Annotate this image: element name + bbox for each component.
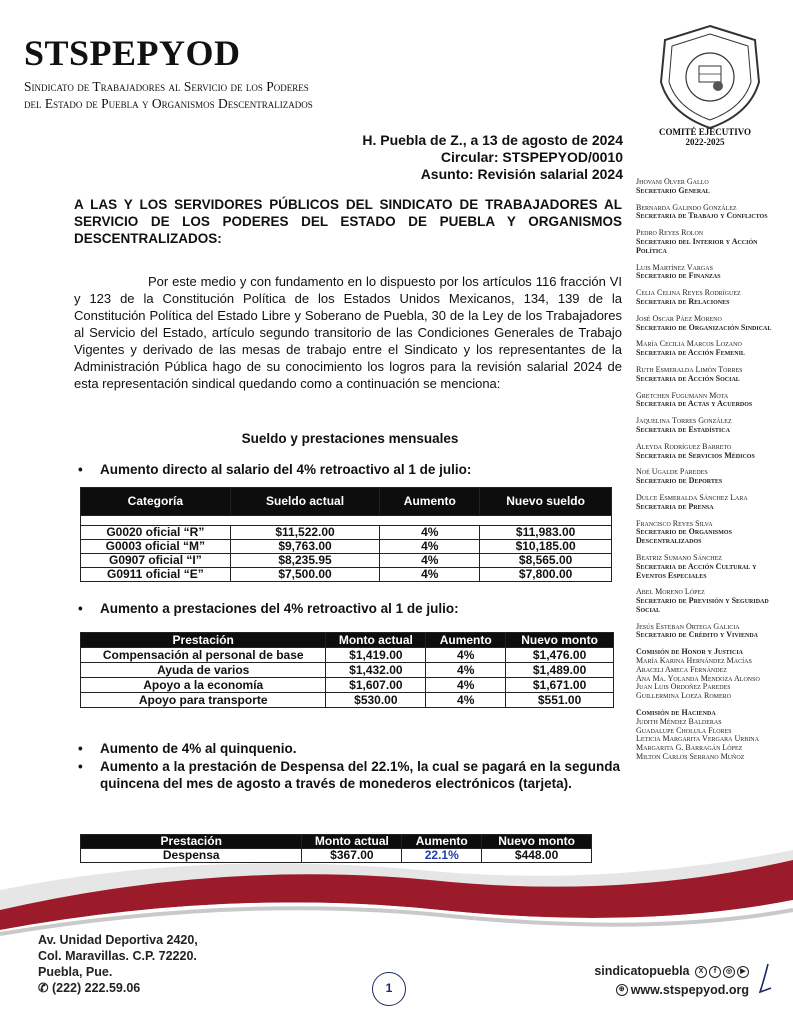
member-role: Secretaria de Acción Femenil	[636, 348, 745, 358]
col-header: Aumento	[426, 633, 506, 648]
committee-member	[636, 623, 786, 641]
table-cell: $10,185.00	[480, 540, 612, 554]
seal-label: COMITÉ EJECUTIVO	[658, 127, 752, 137]
hacienda-commission	[636, 709, 786, 762]
member-role: Secretario de Previsión y Seguridad Social	[636, 596, 769, 614]
col-header: Nuevo sueldo	[480, 488, 612, 516]
table-row	[81, 568, 612, 582]
table-cell: $8,235.95	[230, 554, 380, 568]
member-role: Secretario de Deportes	[636, 476, 723, 486]
table-cell: 4%	[380, 526, 480, 540]
member-role: Secretaria de Acción Social	[636, 373, 740, 383]
committee-sidebar	[636, 178, 786, 770]
table-cell: 4%	[426, 663, 506, 678]
col-header: Aumento	[380, 488, 480, 516]
committee-member	[636, 494, 786, 512]
bullet-salary	[78, 461, 472, 478]
phone-line	[38, 980, 198, 996]
member-name: Jaquelina Torres González	[636, 416, 732, 426]
col-header: Categoría	[81, 488, 231, 516]
member-role: Secretario de Organización Sindical	[636, 322, 772, 332]
col-header: Prestación	[81, 633, 326, 648]
table-cell: Ayuda de varios	[81, 663, 326, 678]
table-cell: $1,419.00	[326, 648, 426, 663]
circular-line: Circular: STSPEPYOD/0010	[440, 149, 623, 165]
org-full-name-line1: Sindicato de Trabajadores al Servicio de los Poderes	[24, 79, 309, 94]
committee-member	[636, 264, 786, 282]
signature-mark	[754, 962, 774, 996]
bullet-despensa	[78, 758, 620, 792]
col-header: Nuevo monto	[506, 633, 614, 648]
col-header: Sueldo actual	[230, 488, 380, 516]
committee-member	[636, 366, 786, 384]
table-cell: $1,489.00	[506, 663, 614, 678]
commission-member: Guadalupe Cholula Flores	[636, 725, 732, 735]
table-row	[81, 648, 614, 663]
member-name: Jhovani Olver Gallo	[636, 177, 709, 186]
salary-table-header	[81, 488, 612, 516]
table-row	[81, 526, 612, 540]
subject-line: Asunto: Revisión salarial 2024	[420, 166, 623, 182]
table-cell: G0911 oficial “E”	[81, 568, 231, 582]
commission-member: Ana Ma. Yolanda Mendoza Alonso	[636, 673, 760, 683]
table-cell: $1,671.00	[506, 678, 614, 693]
table-cell: $8,565.00	[480, 554, 612, 568]
instagram-icon[interactable]: ◎	[723, 966, 735, 978]
table-cell: Apoyo a la economía	[81, 678, 326, 693]
footer-contact	[594, 962, 749, 999]
commission-member: Guillermina Loeza Romero	[636, 691, 731, 701]
letter-header	[362, 132, 623, 183]
table-cell: Apoyo para transporte	[81, 693, 326, 708]
bullet-dot-icon: •	[78, 462, 83, 477]
seal-caption	[640, 127, 770, 147]
member-name: Aleyda Rodríguez Barreto	[636, 441, 732, 451]
globe-icon: ⊕	[616, 984, 628, 996]
table-cell: $448.00	[482, 849, 592, 863]
committee-member	[636, 178, 786, 196]
org-full-name-line2: del Estado de Puebla y Organismos Descentralizados	[24, 96, 313, 111]
committee-member	[636, 229, 786, 255]
col-header: Nuevo monto	[482, 835, 592, 849]
footer-address	[38, 932, 198, 996]
table-cell: G0003 oficial “M”	[81, 540, 231, 554]
member-name: Gretchen Fugumann Mota	[636, 390, 729, 400]
facebook-icon[interactable]: f	[709, 966, 721, 978]
bullet-dot-icon: •	[78, 759, 83, 774]
table-cell: 4%	[426, 678, 506, 693]
table-cell: 4%	[380, 554, 480, 568]
bullet-dot-icon: •	[78, 601, 83, 616]
bullet-dot-icon: •	[78, 741, 83, 756]
bullet-quinquenio	[78, 740, 297, 757]
section-title: Sueldo y prestaciones mensuales	[241, 431, 459, 446]
member-name: Celia Celina Reyes Rodríguez	[636, 288, 741, 298]
commission-member: Milton Carlos Serrano Muñoz	[636, 752, 745, 762]
member-role: Secretaria de Acción Cultural y Eventos Especiales	[636, 561, 757, 580]
address-line: Col. Maravillas. C.P. 72220.	[38, 949, 197, 963]
member-name: Abel Moreno López	[636, 587, 705, 597]
website-line	[594, 981, 749, 999]
table-cell: Despensa	[81, 849, 302, 863]
table-row	[81, 693, 614, 708]
table-cell: G0020 oficial “R”	[81, 526, 231, 540]
honor-commission	[636, 648, 786, 701]
committee-member	[636, 554, 786, 580]
social-line	[594, 962, 749, 981]
spacer-row	[81, 516, 612, 526]
x-icon[interactable]: X	[695, 966, 707, 978]
col-header: Aumento	[402, 835, 482, 849]
page-number: 1	[372, 972, 406, 1006]
bullet-salary-text: Aumento directo al salario del 4% retroactivo al 1 de julio:	[100, 462, 472, 477]
member-name: Noé Ugalde Paredes	[636, 467, 708, 477]
member-role: Secretario del Interior y Acción Política	[636, 236, 758, 255]
commission-member: Leticia Margarita Vergara Urbina	[636, 734, 759, 744]
committee-member	[636, 588, 786, 614]
commission-title: Comisión de Hacienda	[636, 708, 716, 718]
website-link[interactable]: www.stspepyod.org	[630, 982, 749, 997]
member-name: Ruth Esmeralda Limón Torres	[636, 364, 743, 374]
member-role: Secretario de Finanzas	[636, 271, 721, 281]
commission-member: Judith Méndez Balderas	[636, 716, 722, 726]
table-cell: G0907 oficial “I”	[81, 554, 231, 568]
committee-member	[636, 340, 786, 358]
commission-title: Comisión de Honor y Justicia	[636, 647, 744, 657]
member-name: José Oscar Páez Moreno	[636, 313, 722, 323]
committee-member	[636, 204, 786, 222]
member-name: Francisco Reyes Silva	[636, 518, 713, 528]
table-cell: $367.00	[302, 849, 402, 863]
member-name: Beatriz Sumano Sánchez	[636, 552, 722, 562]
member-role: Secretario de Organismos Descentralizados	[636, 527, 732, 546]
table-cell: 22.1%	[402, 849, 482, 863]
table-cell: $1,432.00	[326, 663, 426, 678]
committee-member	[636, 289, 786, 307]
commission-member: Araceli Ameca Fernández	[636, 664, 727, 674]
benefits-table	[80, 632, 614, 708]
member-name: María Cecilia Marcos Lozano	[636, 339, 742, 349]
phone-icon: ✆	[38, 981, 49, 995]
youtube-icon[interactable]: ▶	[737, 966, 749, 978]
address-line: Av. Unidad Deportiva 2420,	[38, 933, 198, 947]
table-cell: $551.00	[506, 693, 614, 708]
col-header: Monto actual	[326, 633, 426, 648]
col-header: Prestación	[81, 835, 302, 849]
table-cell: Compensación al personal de base	[81, 648, 326, 663]
table-row	[81, 554, 612, 568]
table-cell: $1,607.00	[326, 678, 426, 693]
bullet-despensa-text: Aumento a la prestación de Despensa del 22.1%, la cual se pagará en la segunda quincena del mes de agosto a través de monederos electrónicos (tarjeta).	[100, 759, 620, 791]
committee-member	[636, 417, 786, 435]
table-cell: 4%	[380, 540, 480, 554]
member-name: Pedro Reyes Rolon	[636, 228, 704, 238]
member-role: Secretario de Crédito y Vivienda	[636, 630, 758, 640]
member-role: Secretaria de Trabajo y Conflictos	[636, 211, 768, 221]
table-cell: $7,800.00	[480, 568, 612, 582]
table-cell: 4%	[380, 568, 480, 582]
table-cell: $11,983.00	[480, 526, 612, 540]
table-cell: $9,763.00	[230, 540, 380, 554]
table-row	[81, 678, 614, 693]
body-paragraph: Por este medio y con fundamento en lo dispuesto por los artículos 116 fracción VI y 123 de la Constitución Política de los Estados Unidos Mexicanos, 134, 139 de la Constitución Política del Estado Libre y Soberano de Puebla, 30 de la Ley de los Trabajadores al Servicio del Estado, artículo segundo transitorio de las Condiciones Generales de Trabajo Vigentes y derivado de las mesas de trabajo entre el Sindicato y los representantes de la Administración Pública hago de su conocimiento los logros para la revisión salarial 2024 de esta representación sindical quedando como a continuación se menciona:	[74, 274, 622, 391]
committee-member	[636, 468, 786, 486]
table-cell: $530.00	[326, 693, 426, 708]
phone-number: (222) 222.59.06	[51, 981, 141, 995]
salary-table	[80, 487, 612, 582]
committee-member	[636, 443, 786, 461]
committee-member	[636, 315, 786, 333]
bullet-benefits-text: Aumento a prestaciones del 4% retroactivo al 1 de julio:	[100, 601, 459, 616]
social-handle[interactable]: sindicatopuebla	[594, 964, 690, 978]
member-role: Secretaria de Relaciones	[636, 296, 730, 306]
committee-member	[636, 520, 786, 546]
union-seal-icon	[655, 22, 765, 132]
commission-member: Juan Luis Ordoñez Paredes	[636, 682, 731, 692]
col-header: Monto actual	[302, 835, 402, 849]
member-role: Secretaria de Prensa	[636, 501, 714, 511]
table-cell: 4%	[426, 693, 506, 708]
bullet-benefits	[78, 600, 459, 617]
committee-member	[636, 392, 786, 410]
member-name: Luis Martínez Vargas	[636, 262, 713, 272]
member-name: Dulce Esmeralda Sánchez Lara	[636, 492, 748, 502]
date-line: H. Puebla de Z., a 13 de agosto de 2024	[362, 132, 623, 148]
commission-member: Margarita G. Barragán López	[636, 743, 743, 753]
member-name: Bernarda Galindo González	[636, 202, 737, 212]
table-cell: 4%	[426, 648, 506, 663]
seal-years: 2022-2025	[685, 137, 725, 147]
member-role: Secretario General	[636, 185, 710, 195]
table-cell: $11,522.00	[230, 526, 380, 540]
bullet-quinquenio-text: Aumento de 4% al quinquenio.	[100, 741, 297, 756]
addressee: A LAS Y LOS SERVIDORES PÚBLICOS DEL SINDICATO DE TRABAJADORES AL SERVICIO DE LOS PODERES DEL ESTADO DE PUEBLA Y ORGANISMOS DESCENTRALIZADOS:	[74, 197, 622, 246]
benefits-table-header	[81, 633, 614, 648]
address-line: Puebla, Pue.	[38, 965, 113, 979]
table-row	[81, 540, 612, 554]
commission-member: María Karina Hernández Macías	[636, 656, 752, 666]
org-full-name	[24, 78, 424, 112]
table-cell: $1,476.00	[506, 648, 614, 663]
member-name: Jesús Esteban Ortega Galicia	[636, 621, 740, 631]
table-cell: $7,500.00	[230, 568, 380, 582]
member-role: Secretaria de Estadística	[636, 424, 730, 434]
org-logo-title: STSPEPYOD	[24, 33, 241, 73]
social-icons	[693, 963, 749, 981]
member-role: Secretaria de Servicios Médicos	[636, 450, 755, 460]
table-row	[81, 663, 614, 678]
member-role: Secretaria de Actas y Acuerdos	[636, 399, 753, 409]
